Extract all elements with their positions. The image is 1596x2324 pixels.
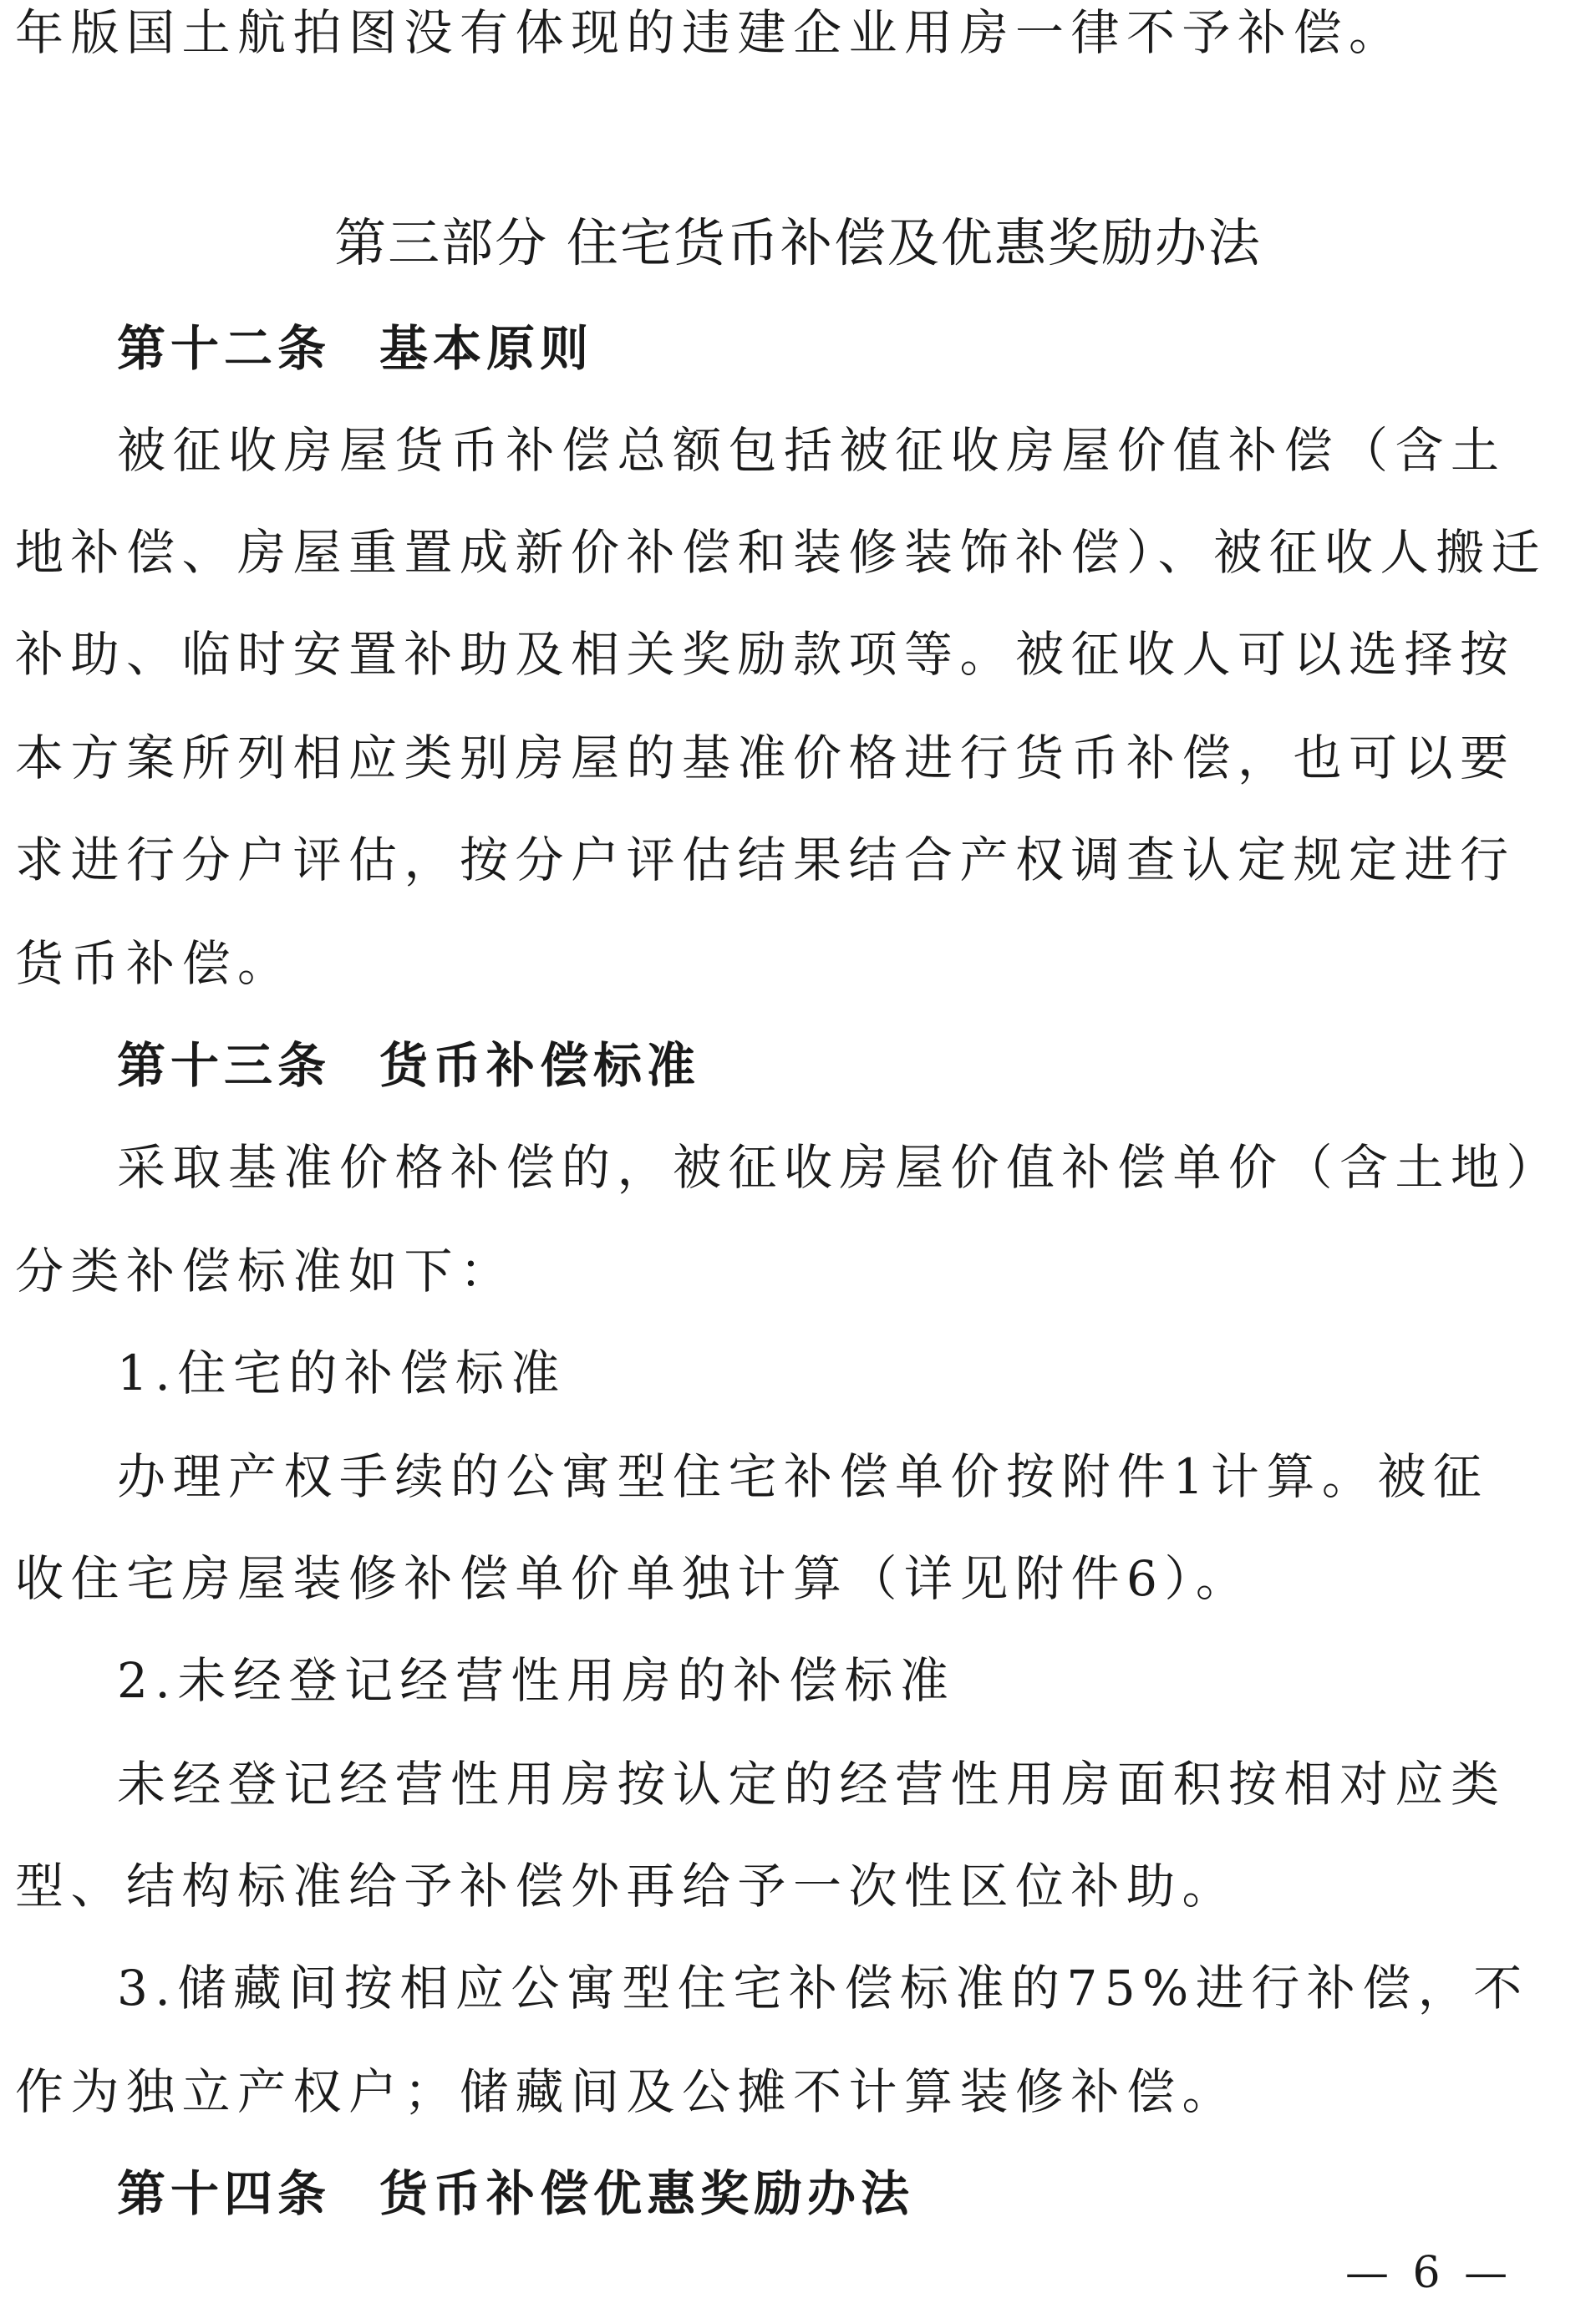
section-title: 第三部分 住宅货币补偿及优惠奖励办法 xyxy=(334,212,1262,273)
article-heading-14 xyxy=(117,2165,915,2222)
article-number: 第十四条 xyxy=(117,2165,332,2222)
paragraph-line: 3.储藏间按相应公寓型住宅补偿标准的75%进行补偿，不 xyxy=(117,1960,1529,2016)
paragraph-line: 分类补偿标准如下： xyxy=(15,1243,516,1299)
paragraph-line: 采取基准价格补偿的，被征收房屋价值补偿单价（含土地） xyxy=(117,1139,1563,1196)
list-item-heading: 2.未经登记经营性用房的补偿标准 xyxy=(117,1652,956,1709)
paragraph-line: 地补偿、房屋重置成新价补偿和装修装饰补偿）、被征收人搬迁 xyxy=(15,524,1548,581)
article-title: 基本原则 xyxy=(379,320,594,377)
paragraph-line: 本方案所列相应类别房屋的基准价格进行货币补偿，也可以要 xyxy=(15,730,1516,786)
article-number: 第十三条 xyxy=(117,1037,332,1094)
paragraph-line: 货币补偿。 xyxy=(15,935,293,992)
article-heading-13 xyxy=(117,1037,701,1094)
paragraph-line: 求进行分户评估，按分户评估结果结合产权调查认定规定进行 xyxy=(15,831,1516,888)
paragraph-line: 年版国土航拍图没有体现的违建企业用房一律不予补偿。 xyxy=(15,4,1405,61)
paragraph-line: 补助、临时安置补助及相关奖励款项等。被征收人可以选择按 xyxy=(15,626,1516,683)
article-number: 第十二条 xyxy=(117,320,332,377)
paragraph-line: 收住宅房屋装修补偿单价单独计算（详见附件6）。 xyxy=(15,1550,1252,1607)
paragraph-line: 未经登记经营性用房按认定的经营性用房面积按相对应类 xyxy=(117,1756,1507,1813)
paragraph-line: 型、结构标准给予补偿外再给予一次性区位补助。 xyxy=(15,1858,1238,1915)
paragraph-line: 作为独立产权户；储藏间及公摊不计算装修补偿。 xyxy=(15,2063,1238,2120)
list-item-heading: 1.住宅的补偿标准 xyxy=(117,1345,567,1401)
paragraph-line: 办理产权手续的公寓型住宅补偿单价按附件1计算。被征 xyxy=(117,1448,1489,1505)
article-title: 货币补偿标准 xyxy=(379,1037,701,1094)
article-heading-12 xyxy=(117,320,594,377)
page-number: — 6 — xyxy=(1345,2248,1513,2298)
paragraph-line: 被征收房屋货币补偿总额包括被征收房屋价值补偿（含土 xyxy=(117,422,1507,479)
article-title: 货币补偿优惠奖励办法 xyxy=(379,2165,915,2222)
